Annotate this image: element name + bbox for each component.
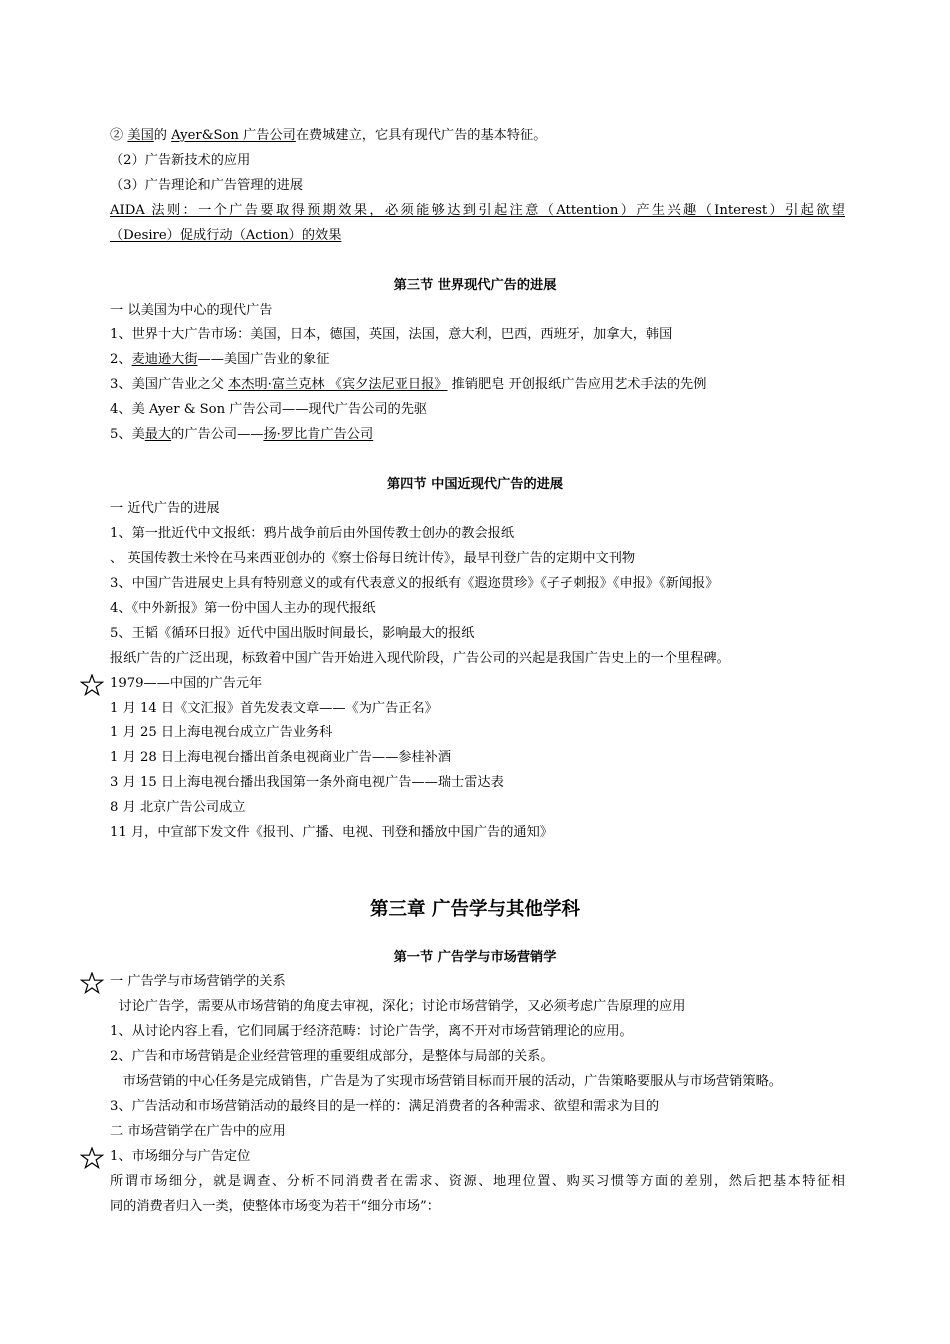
text-segment: （2）广告新技术的应用: [110, 153, 251, 168]
text-segment: 1 月 25 日上海电视台成立广告业务科: [110, 725, 333, 740]
underlined-text: 扬·罗比肯广告公司: [263, 427, 374, 442]
para-line: [110, 152, 845, 170]
text-segment: 4、《中外新报》第一份中国人主办的现代报纸: [110, 601, 376, 616]
para-line: [110, 302, 845, 320]
para-line: [110, 625, 845, 643]
para-line: [110, 799, 845, 817]
text-segment: 11 月，中宣部下发文件《报刊、广播、电视、刊登和播放中国广告的通知》: [110, 825, 553, 840]
para-line: [110, 774, 845, 792]
text-segment: 4、美 Ayer & Son 广告公司——现代广告公司的先驱: [110, 402, 428, 417]
para-line: [110, 177, 845, 195]
text-segment: 二 市场营销学在广告中的应用: [110, 1124, 286, 1139]
para-line: [110, 1123, 845, 1141]
para-line: [110, 401, 845, 419]
text-segment: 所谓市场细分，就是调查、分析不同消费者在需求、资源、地理位置、购买习惯等方面的差别，然后把基本特征相: [110, 1174, 845, 1189]
text-segment: 3、中国广告进展史上具有特别意义的或有代表意义的报纸有《遐迩贯珍》《孑孑刺报》《申报》《新闻报》: [110, 576, 719, 591]
star-outline-icon: [80, 972, 104, 994]
para-line: [110, 1048, 845, 1066]
text-segment: 1、市场细分与广告定位: [110, 1149, 251, 1164]
underlined-text: AIDA 法则：一个广告要取得预期效果，必须能够达到引起注意（Attention）产生兴趣（Interest）引起欲望: [110, 203, 845, 218]
text-segment: 、 英国传教士米怜在马来西亚创办的《察士俗每日统计传》，最早刊登广告的定期中文刊物: [110, 551, 636, 566]
para-line: [110, 500, 845, 518]
text-segment: 3、广告活动和市场营销活动的最终目的是一样的：满足消费者的各种需求、欲望和需求为目的: [110, 1099, 660, 1114]
text-segment: 市场营销的中心任务是完成销售，广告是为了实现市场营销目标而开展的活动，广告策略要服从与市场营销策略。: [110, 1074, 782, 1089]
text-segment: （3）广告理论和广告管理的进展: [110, 178, 304, 193]
para-line: [110, 351, 845, 369]
text-segment: 推销肥皂 开创报纸广告应用艺术手法的先例: [447, 377, 707, 392]
para-line: [110, 724, 845, 742]
section-title: 第三节 世界现代广告的进展: [393, 278, 557, 293]
text-segment: 1、世界十大广告市场：美国，日本，德国，英国，法国，意大利，巴西，西班牙，加拿大，韩国: [110, 327, 673, 342]
para-line: [110, 426, 845, 444]
text-segment: 一 近代广告的进展: [110, 501, 220, 516]
text-segment: 5、美: [110, 427, 145, 442]
section-title: 第一节 广告学与市场营销学: [393, 950, 557, 965]
text-segment: ——美国广告业的象征: [197, 352, 330, 367]
para-line: [110, 1098, 845, 1116]
underlined-text: Ayer&Son 广告公司: [171, 128, 296, 143]
para-line: [110, 973, 845, 991]
para-line: [110, 600, 845, 618]
text-segment: 的广告公司——: [171, 427, 264, 442]
text-segment: 一 广告学与市场营销学的关系: [110, 974, 286, 989]
text-segment: 一 以美国为中心的现代广告: [110, 303, 273, 318]
chapter-title: 第三章 广告学与其他学科: [370, 899, 580, 920]
text-segment: 的: [153, 128, 172, 143]
para-line: [110, 1198, 845, 1216]
para-line: [110, 1173, 845, 1191]
text-segment: 同的消费者归入一类，使整体市场变为若干“细分市场”：: [110, 1199, 440, 1214]
text-segment: ②: [110, 128, 128, 143]
para-line: [110, 525, 845, 543]
para-line: [110, 376, 845, 394]
text-segment: 1 月 14 日《文汇报》首先发表文章——《为广告正名》: [110, 701, 438, 716]
star-outline-icon: [80, 1147, 104, 1169]
underlined-text: 最大: [144, 427, 172, 442]
text-segment: 1、第一批近代中文报纸：鸦片战争前后由外国传教士创办的教会报纸: [110, 526, 515, 541]
text-segment: 3 月 15 日上海电视台播出我国第一条外商电视广告——瑞士雷达表: [110, 775, 504, 790]
para-line: [110, 700, 845, 718]
text-segment: 讨论广告学，需要从市场营销的角度去审视，深化；讨论市场营销学，又必须考虑广告原理的应用: [110, 999, 686, 1014]
para-line: [110, 1148, 845, 1166]
underlined-text: 本杰明·富兰克林 《宾夕法尼亚日报》: [228, 377, 448, 392]
text-segment: 1979——中国的广告元年: [110, 676, 263, 691]
star-outline-icon: [80, 674, 104, 696]
para-line: [110, 227, 845, 245]
text-segment: 2、: [110, 352, 132, 367]
para-line: [110, 650, 845, 668]
para-line: [110, 550, 845, 568]
para-line: [110, 824, 845, 842]
underlined-text: 美国: [127, 128, 154, 143]
text-segment: 1、从讨论内容上看，它们同属于经济范畴：讨论广告学，离不开对市场营销理论的应用。: [110, 1024, 633, 1039]
text-segment: 在费城建立，它具有现代广告的基本特征。: [295, 128, 547, 143]
para-line: [110, 127, 845, 145]
para-line: [110, 1073, 845, 1091]
underlined-text: 麦迪逊大街: [131, 352, 198, 367]
text-segment: 8 月 北京广告公司成立: [110, 800, 246, 815]
para-line: [110, 675, 845, 693]
para-line: [110, 575, 845, 593]
para-line: [110, 202, 845, 220]
underlined-text: （Desire）促成行动（Action）的效果: [110, 228, 342, 243]
para-line: [110, 998, 845, 1016]
text-segment: 报纸广告的广泛出现，标致着中国广告开始进入现代阶段，广告公司的兴起是我国广告史上的一个里程碑。: [110, 651, 730, 666]
para-line: [110, 749, 845, 767]
section-title: 第四节 中国近现代广告的进展: [386, 477, 564, 492]
para-line: [110, 326, 845, 344]
text-segment: 1 月 28 日上海电视台播出首条电视商业广告——参桂补酒: [110, 750, 452, 765]
text-segment: 3、美国广告业之父: [110, 377, 229, 392]
para-line: [110, 1023, 845, 1041]
text-segment: 5、王韬《循环日报》近代中国出版时间最长，影响最大的报纸: [110, 626, 475, 641]
text-segment: 2、广告和市场营销是企业经营管理的重要组成部分，是整体与局部的关系。: [110, 1049, 554, 1064]
